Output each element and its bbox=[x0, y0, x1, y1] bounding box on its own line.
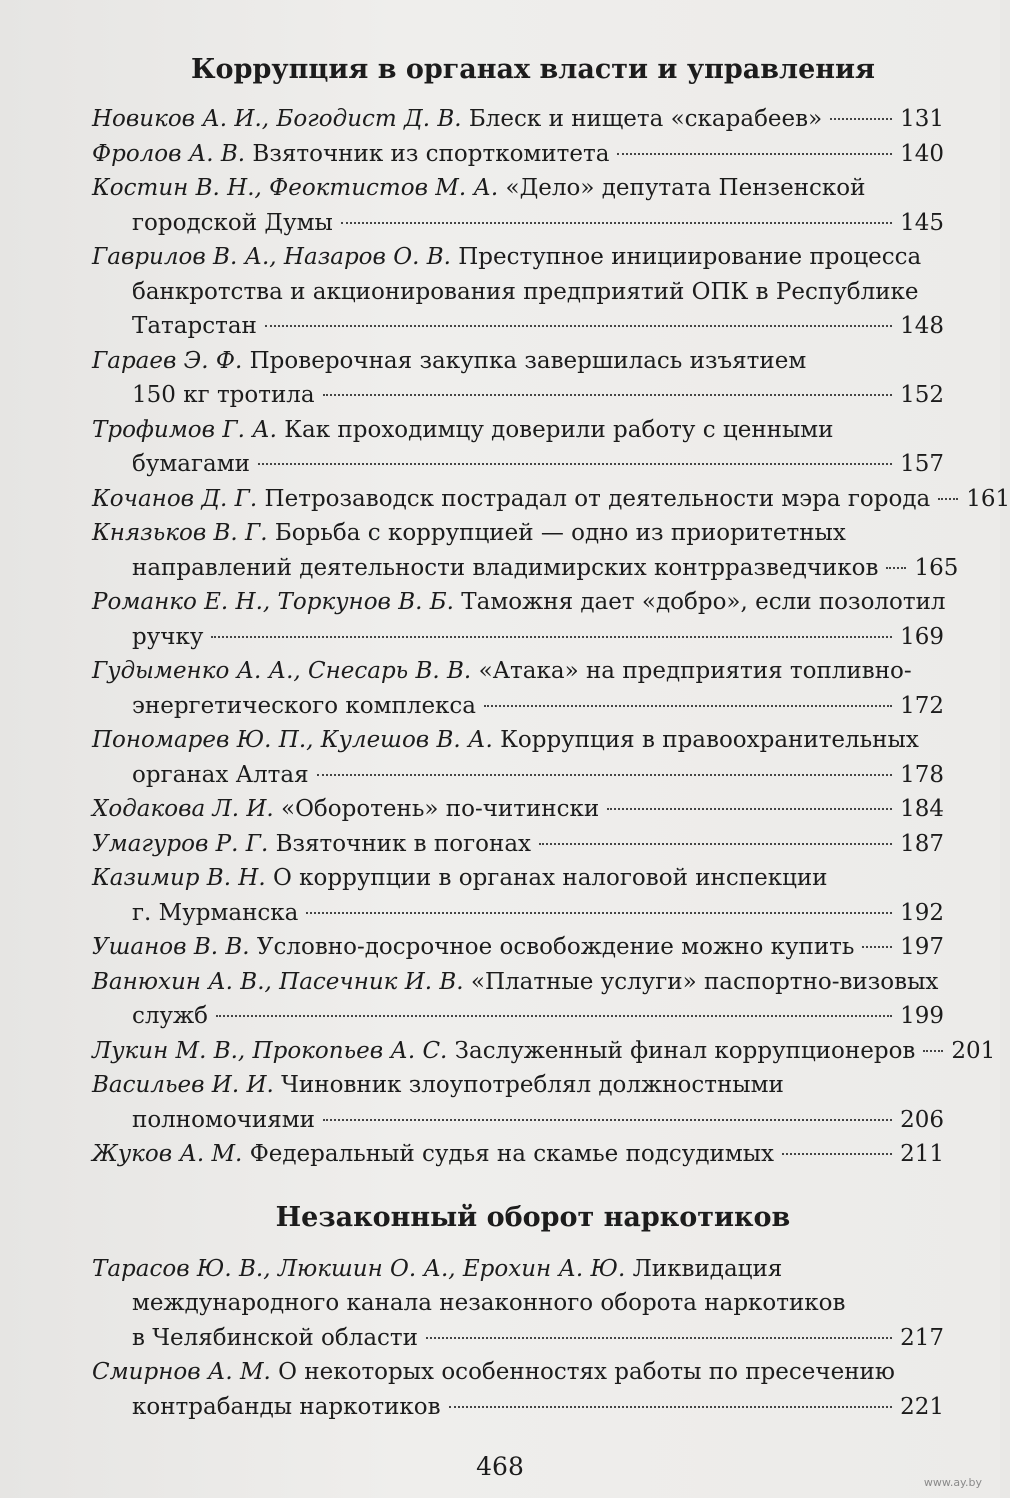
toc-entry-text bbox=[92, 1072, 784, 1098]
toc-entry-text bbox=[92, 865, 828, 891]
toc-entry-page: 178 bbox=[900, 761, 944, 788]
toc-entry-title: бумагами bbox=[132, 451, 250, 477]
toc-entry-last-line bbox=[92, 1390, 944, 1425]
toc-entry-line bbox=[92, 965, 944, 1000]
toc-entry-text bbox=[92, 482, 930, 517]
toc-entry-authors: Ходакова Л. И. bbox=[92, 796, 274, 822]
toc-entry-authors: Пономарев Ю. П., Кулешов В. А. bbox=[92, 727, 493, 753]
toc-entry-text bbox=[132, 447, 250, 482]
toc-entry-authors: Князьков В. Г. bbox=[92, 520, 268, 546]
toc-entry-authors: Ванюхин А. В., Пасечник И. В. bbox=[92, 968, 464, 995]
toc-entry-authors: Гараев Э. Ф. bbox=[92, 347, 243, 374]
toc-entry-line bbox=[92, 275, 944, 310]
toc-entry-title: Чиновник злоупотреблял должностными bbox=[281, 1072, 784, 1098]
toc-entry bbox=[92, 1137, 944, 1172]
toc-entry-title: О коррупции в органах налоговой инспекции bbox=[273, 865, 828, 891]
toc-entry-last-line bbox=[92, 447, 944, 482]
toc-entry-page: 145 bbox=[900, 209, 944, 236]
toc-entry-authors: Казимир В. Н. bbox=[92, 865, 266, 891]
toc-entry bbox=[92, 585, 944, 654]
toc-entry-title: Таможня дает «добро», если позолотил bbox=[461, 589, 946, 615]
toc-entry-title: энергетического комплекса bbox=[132, 692, 477, 719]
toc-entry-page: 148 bbox=[900, 313, 944, 339]
toc-entry-title: направлений деятельности владимирских контрразведчиков bbox=[132, 554, 879, 581]
toc-entry-title: Проверочная закупка завершилась изъятием bbox=[249, 347, 807, 374]
toc-entry-text bbox=[92, 658, 912, 684]
toc-entry-last-line bbox=[92, 999, 944, 1034]
table-of-contents bbox=[92, 52, 1010, 1424]
toc-entry-text bbox=[132, 279, 919, 305]
toc-entry-authors: Васильев И. И. bbox=[92, 1072, 274, 1098]
toc-entry bbox=[92, 344, 944, 413]
toc-entry-page: 169 bbox=[900, 623, 944, 650]
toc-entry-text bbox=[92, 1034, 915, 1069]
dot-leader bbox=[341, 222, 892, 224]
toc-entry-text bbox=[92, 1256, 782, 1282]
toc-entry-title: «Атака» на предприятия топливно- bbox=[478, 658, 912, 684]
toc-entry-title: Заслуженный финал коррупционеров bbox=[454, 1037, 916, 1064]
toc-entry-line bbox=[92, 344, 944, 379]
toc-entry-authors: Романко Е. Н., Торкунов В. Б. bbox=[92, 589, 454, 615]
toc-entry-last-line bbox=[92, 551, 959, 586]
toc-entry-authors: Трофимов Г. А. bbox=[92, 416, 277, 443]
toc-entry bbox=[92, 1252, 944, 1356]
toc-entry-authors: Лукин М. В., Прокопьев А. С. bbox=[92, 1037, 448, 1064]
toc-entry-title: Петрозаводск пострадал от деятельности мэра города bbox=[264, 485, 931, 512]
toc-entry-title: Как проходимцу доверили работу с ценными bbox=[284, 416, 834, 443]
dot-leader bbox=[426, 1337, 892, 1339]
toc-entry-last-line bbox=[92, 689, 944, 724]
toc-entry-text bbox=[132, 758, 309, 793]
toc-entry-page: 165 bbox=[914, 554, 959, 581]
toc-entry-page: 217 bbox=[900, 1324, 944, 1351]
toc-entry-authors: Новиков А. И., Богодист Д. В. bbox=[92, 106, 462, 132]
toc-entry-line bbox=[92, 1286, 944, 1321]
toc-entry-authors: Фролов А. В. bbox=[92, 140, 246, 167]
toc-entry-title: в Челябинской области bbox=[132, 1324, 418, 1351]
toc-entry-title: органах Алтая bbox=[132, 761, 309, 788]
toc-entry-page: 199 bbox=[900, 1003, 944, 1029]
dot-leader bbox=[539, 843, 892, 845]
toc-entry-text bbox=[132, 1103, 315, 1138]
toc-entry-page: 157 bbox=[900, 451, 944, 477]
toc-entry bbox=[92, 171, 944, 240]
toc-entry bbox=[92, 240, 944, 344]
toc-entry-title: Федеральный судья на скамье подсудимых bbox=[249, 1141, 774, 1167]
toc-entry-title: городской Думы bbox=[132, 209, 333, 236]
toc-entry bbox=[92, 137, 944, 172]
toc-entry bbox=[92, 654, 944, 723]
toc-entry-text bbox=[92, 102, 822, 137]
page-number: 468 bbox=[476, 1452, 524, 1481]
toc-entry-text bbox=[92, 969, 938, 995]
toc-entry-text bbox=[132, 1321, 418, 1356]
toc-entry-last-line bbox=[92, 1321, 944, 1356]
toc-entry-line bbox=[92, 413, 944, 448]
toc-entry-page: 201 bbox=[951, 1037, 996, 1064]
toc-entry-text bbox=[92, 792, 599, 827]
dot-leader bbox=[449, 1406, 893, 1408]
toc-entry-page: 187 bbox=[900, 830, 944, 857]
toc-entry-page: 161 bbox=[966, 485, 1010, 512]
toc-entry bbox=[92, 482, 1010, 517]
dot-leader bbox=[211, 636, 892, 638]
section-title: Незаконный оборот наркотиков bbox=[275, 1201, 791, 1233]
toc-entry-last-line bbox=[92, 620, 944, 655]
toc-entry bbox=[92, 516, 959, 585]
toc-entry-title: Блеск и нищета «скарабеев» bbox=[468, 106, 823, 132]
toc-entry-title: ручку bbox=[132, 623, 204, 650]
toc-entry-title: Условно-досрочное освобождение можно купить bbox=[256, 934, 855, 960]
toc-entry-line bbox=[92, 1068, 944, 1103]
toc-entry-authors: Тарасов Ю. В., Люкшин О. А., Ерохин А. Ю. bbox=[92, 1255, 626, 1282]
toc-entry-line bbox=[92, 861, 944, 896]
toc-entry-text bbox=[132, 206, 333, 241]
toc-entry-text bbox=[132, 689, 476, 724]
dot-leader bbox=[782, 1153, 892, 1155]
toc-entry-last-line bbox=[92, 378, 944, 413]
toc-entry-title: «Дело» депутата Пензенской bbox=[505, 175, 866, 201]
toc-entry-line bbox=[92, 171, 944, 206]
toc-entry bbox=[92, 792, 944, 827]
toc-entry-text bbox=[92, 137, 609, 172]
toc-entry-title: Взяточник в погонах bbox=[275, 830, 532, 857]
toc-entry-last-line bbox=[92, 1034, 996, 1069]
dot-leader bbox=[830, 118, 892, 120]
toc-entry-last-line bbox=[92, 896, 944, 931]
toc-entry-text bbox=[92, 1359, 895, 1385]
toc-entry-title: Коррупция в правоохранительных bbox=[500, 727, 919, 753]
toc-entry-page: 140 bbox=[900, 140, 944, 167]
dot-leader bbox=[617, 153, 892, 155]
dot-leader bbox=[607, 808, 892, 810]
toc-entry-line bbox=[92, 240, 944, 275]
dot-leader bbox=[862, 946, 892, 948]
toc-entry-text bbox=[92, 417, 834, 443]
toc-entry-text bbox=[132, 896, 298, 931]
toc-entry-text bbox=[132, 999, 208, 1034]
toc-entry-text bbox=[132, 551, 878, 586]
toc-entry bbox=[92, 827, 944, 862]
toc-entry-title: 150 кг тротила bbox=[132, 382, 315, 408]
toc-entry-last-line bbox=[92, 827, 944, 862]
toc-entry-authors: Жуков А. М. bbox=[92, 1141, 243, 1167]
toc-entry bbox=[92, 930, 944, 965]
toc-entry-authors: Гудыменко А. А., Снесарь В. В. bbox=[92, 658, 472, 684]
watermark: www.ay.by bbox=[923, 1476, 982, 1489]
toc-entry-title: г. Мурманска bbox=[132, 899, 299, 926]
toc-entry bbox=[92, 861, 944, 930]
toc-entry-last-line bbox=[92, 792, 944, 827]
dot-leader bbox=[923, 1050, 943, 1052]
toc-entry-title: банкротства и акционирования предприятий ОПК в Республике bbox=[132, 278, 919, 305]
toc-entry-line bbox=[92, 654, 944, 689]
toc-entry-last-line bbox=[92, 758, 944, 793]
toc-entry-last-line bbox=[92, 137, 944, 172]
toc-entry bbox=[92, 1355, 944, 1424]
toc-entry-line bbox=[92, 516, 944, 551]
toc-entry-authors: Смирнов А. М. bbox=[92, 1359, 271, 1385]
toc-entry-title: международного канала незаконного оборота наркотиков bbox=[132, 1290, 846, 1316]
toc-entry-text bbox=[92, 175, 865, 201]
toc-entry-title: Взяточник из спорткомитета bbox=[252, 140, 610, 167]
toc-entry-text bbox=[92, 520, 846, 546]
toc-entry-title: Преступное инициирование процесса bbox=[458, 244, 922, 270]
dot-leader bbox=[258, 463, 892, 465]
toc-entry-line bbox=[92, 1355, 944, 1390]
toc-entry-authors: Кочанов Д. Г. bbox=[92, 485, 258, 512]
dot-leader bbox=[323, 394, 892, 396]
section-title: Коррупция в органах власти и управления bbox=[191, 54, 875, 85]
toc-entry-page: 172 bbox=[900, 692, 944, 719]
toc-entry-page: 184 bbox=[900, 796, 944, 822]
toc-entry-text bbox=[132, 620, 203, 655]
toc-entry-last-line bbox=[92, 102, 944, 137]
toc-entry-title: «Платные услуги» паспортно-визовых bbox=[470, 968, 939, 995]
toc-entry-text bbox=[92, 1137, 774, 1172]
toc-entry-title: Ликвидация bbox=[632, 1255, 783, 1282]
toc-entry-page: 206 bbox=[900, 1106, 944, 1133]
toc-entry-authors: Костин В. Н., Феоктистов М. А. bbox=[92, 175, 499, 201]
toc-entry-text bbox=[132, 309, 257, 344]
toc-entry-page: 192 bbox=[900, 899, 944, 926]
toc-entry bbox=[92, 1034, 996, 1069]
toc-entry bbox=[92, 413, 944, 482]
toc-entry-last-line bbox=[92, 1137, 944, 1172]
dot-leader bbox=[938, 498, 958, 500]
toc-entry-line bbox=[92, 1252, 944, 1287]
toc-entry-title: Татарстан bbox=[132, 313, 257, 339]
dot-leader bbox=[323, 1119, 892, 1121]
toc-entry bbox=[92, 723, 944, 792]
toc-entry-title: полномочиями bbox=[132, 1106, 315, 1133]
toc-entry-line bbox=[92, 723, 944, 758]
toc-entry-text bbox=[92, 348, 806, 374]
dot-leader bbox=[484, 705, 892, 707]
toc-entry bbox=[92, 1068, 944, 1137]
dot-leader bbox=[317, 774, 892, 776]
toc-entry-last-line bbox=[92, 930, 944, 965]
toc-entry-authors: Гаврилов В. А., Назаров О. В. bbox=[92, 244, 451, 270]
toc-entry-title: Борьба с коррупцией — одно из приоритетных bbox=[274, 520, 846, 546]
dot-leader bbox=[265, 325, 892, 327]
toc-entry-authors: Умагуров Р. Г. bbox=[92, 830, 269, 857]
toc-entry-text bbox=[132, 1390, 441, 1425]
dot-leader bbox=[886, 567, 906, 569]
toc-entry-last-line bbox=[92, 206, 944, 241]
toc-entry-text bbox=[132, 1290, 845, 1316]
toc-entry-authors: Ушанов В. В. bbox=[92, 934, 250, 960]
toc-entry-last-line bbox=[92, 482, 1010, 517]
toc-entry-page: 211 bbox=[900, 1141, 944, 1167]
toc-entry-text bbox=[92, 589, 946, 615]
toc-entry-text bbox=[92, 727, 919, 753]
toc-entry-title: О некоторых особенностях работы по пресечению bbox=[278, 1359, 895, 1385]
toc-entry bbox=[92, 102, 944, 137]
dot-leader bbox=[216, 1015, 892, 1017]
toc-entry-last-line bbox=[92, 1103, 944, 1138]
toc-entry-title: «Оборотень» по-читински bbox=[281, 796, 600, 822]
toc-entry-page: 197 bbox=[900, 934, 944, 960]
toc-entry-page: 221 bbox=[900, 1393, 944, 1420]
toc-entry-page: 131 bbox=[900, 106, 944, 132]
toc-entry-text bbox=[92, 244, 921, 270]
toc-entry-text bbox=[92, 827, 531, 862]
toc-entry bbox=[92, 965, 944, 1034]
toc-entry-text bbox=[132, 378, 315, 413]
toc-entry-page: 152 bbox=[900, 382, 944, 408]
dot-leader bbox=[306, 912, 892, 914]
toc-entry-title: служб bbox=[132, 1003, 209, 1029]
toc-entry-title: контрабанды наркотиков bbox=[132, 1393, 441, 1420]
toc-entry-line bbox=[92, 585, 944, 620]
toc-entry-text bbox=[92, 930, 854, 965]
toc-entry-last-line bbox=[92, 309, 944, 344]
